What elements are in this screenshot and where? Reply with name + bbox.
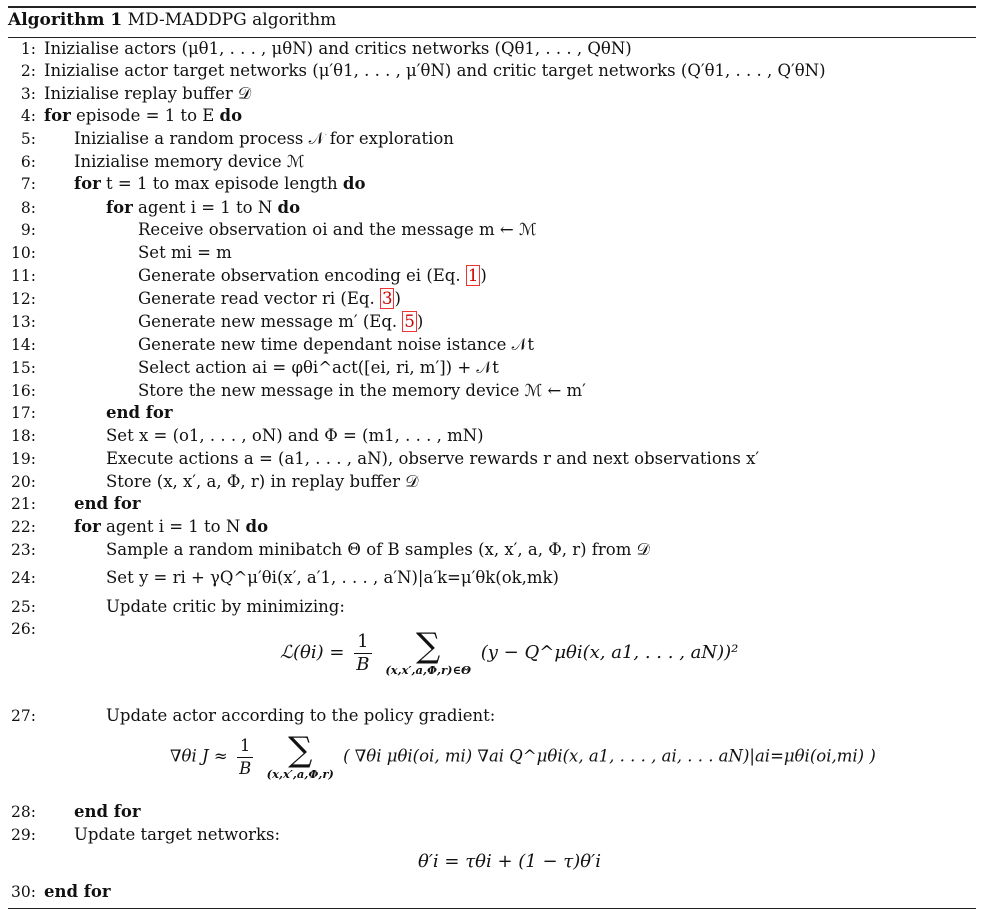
- line-content: agent i = 1 to N: [138, 198, 273, 217]
- line-text: [106, 425, 484, 447]
- line-number: 9:: [20, 221, 36, 239]
- line-text: [44, 83, 251, 105]
- line-content: Inizialise memory device ℳ: [74, 152, 305, 171]
- critic-frac-den: B: [356, 653, 370, 675]
- actor-gradient-lhs: ∇θi J ≈: [170, 746, 228, 766]
- sum-icon: ∑: [416, 626, 441, 666]
- critic-sum: [385, 626, 472, 677]
- algorithm-line: [8, 567, 976, 589]
- line-number: 12:: [11, 290, 36, 308]
- keyword-do: do: [342, 174, 366, 193]
- line-content: Generate new time dependant noise istance 𝒩t: [138, 335, 535, 354]
- equation-reference-link[interactable]: 1: [467, 266, 479, 285]
- line-content: Update actor according to the policy gradient:: [106, 706, 496, 725]
- algorithm-line: [8, 493, 976, 515]
- critic-loss-rhs: (y − Q^μθi(x, a1, . . . , aN))²: [480, 642, 739, 663]
- line-text: [106, 539, 650, 561]
- line-number: 14:: [11, 336, 36, 354]
- line-content: Execute actions a = (a1, . . . , aN), observe rewards r and next observations x′: [106, 449, 760, 468]
- critic-sum-subscript: (x,x′,a,Φ,r)∈Θ: [385, 663, 472, 677]
- line-content: Set x = (o1, . . . , oN) and Φ = (m1, . . . , mN): [106, 426, 484, 445]
- algorithm-line: [8, 516, 976, 538]
- keyword: end for: [74, 802, 141, 821]
- keyword: for: [44, 106, 71, 125]
- line-number: 30:: [11, 883, 36, 901]
- line-content: Update critic by minimizing:: [106, 597, 345, 616]
- algorithm-line: [8, 471, 976, 493]
- algorithm-line: [8, 705, 976, 727]
- line-content: agent i = 1 to N: [106, 517, 241, 536]
- keyword-do: do: [245, 517, 269, 536]
- line-content: Update target networks:: [74, 825, 281, 844]
- line-number: 13:: [11, 313, 36, 331]
- line-number: 8:: [20, 199, 36, 217]
- line-number: 26:: [11, 620, 36, 638]
- line-text: [106, 448, 759, 470]
- algorithm-line: [8, 357, 976, 379]
- equation-reference-link[interactable]: 5: [404, 312, 415, 331]
- keyword: end for: [106, 403, 173, 422]
- critic-frac-num: 1: [354, 631, 371, 654]
- line-number: 27:: [11, 707, 36, 725]
- line-content: Inizialise replay buffer 𝒟: [44, 84, 252, 103]
- line-tail: ): [480, 266, 487, 285]
- actor-gradient-equation: [170, 730, 876, 781]
- algorithm-line: [8, 824, 976, 846]
- line-content: Generate read vector ri (Eq.: [138, 289, 380, 308]
- line-text: [74, 173, 365, 195]
- line-content: Select action ai = φθi^act([ei, ri, m′]) + 𝒩t: [138, 358, 499, 377]
- line-number: 6:: [20, 153, 36, 171]
- line-number: 20:: [11, 473, 36, 491]
- line-text: [44, 881, 111, 903]
- algorithm-line: [8, 448, 976, 470]
- target-update-equation: [418, 851, 601, 872]
- line-number: 5:: [20, 130, 36, 148]
- actor-gradient-rhs: ( ∇θi μθi(oi, mi) ∇ai Q^μθi(x, a1, . . . , ai, . . . aN)|ai=μθi(oi,mi) ): [343, 746, 876, 766]
- line-content: Receive observation oi and the message m ← ℳ: [138, 220, 537, 239]
- sum-icon: ∑: [288, 730, 313, 770]
- line-text: [74, 801, 141, 823]
- actor-frac-den: B: [239, 758, 252, 778]
- line-tail: ): [416, 312, 424, 331]
- algorithm-line: [8, 801, 976, 823]
- algorithm-line: [8, 242, 976, 264]
- line-content: Set y = ri + γQ^μ′θi(x′, a′1, . . . , a′N)|a′k=μ′θk(ok,mk): [106, 568, 559, 587]
- line-content: Generate observation encoding ei (Eq.: [138, 266, 466, 285]
- line-number: 11:: [11, 267, 36, 285]
- algorithm-line: [8, 173, 976, 195]
- line-text: [138, 288, 401, 310]
- line-text: [138, 219, 537, 241]
- algorithm-line: [8, 539, 976, 561]
- actor-sum-subscript: (x,x′,a,Φ,r): [266, 767, 334, 781]
- line-text: [44, 105, 242, 127]
- line-text: [74, 824, 280, 846]
- line-content: Inizialise actors (μθ1, . . . , μθN) and critics networks (Qθ1, . . . , QθN): [44, 39, 632, 58]
- algorithm-line: [8, 38, 976, 60]
- line-text: [74, 128, 454, 150]
- line-number: 10:: [11, 244, 36, 262]
- line-text: [138, 265, 487, 287]
- algorithm-line: [8, 265, 976, 287]
- line-number: 29:: [11, 826, 36, 844]
- line-text: [106, 596, 345, 618]
- line-number: 22:: [11, 518, 36, 536]
- actor-frac-num: 1: [237, 735, 254, 758]
- line-number: 7:: [20, 175, 36, 193]
- line-text: [138, 357, 499, 379]
- algorithm-name: MD-MADDPG algorithm: [127, 10, 337, 30]
- critic-loss-lhs: ℒ(θi) =: [280, 642, 345, 663]
- keyword: for: [106, 198, 133, 217]
- line-number: 15:: [11, 359, 36, 377]
- line-content: t = 1 to max episode length: [106, 174, 338, 193]
- line-number: 25:: [11, 598, 36, 616]
- algorithm-line: [8, 334, 976, 356]
- algorithm-line: [8, 596, 976, 618]
- line-number: 16:: [11, 382, 36, 400]
- line-text: [138, 242, 232, 264]
- line-content: Sample a random minibatch Θ of B samples (x, x′, a, Φ, r) from 𝒟: [106, 540, 650, 559]
- line-number: 23:: [11, 541, 36, 559]
- algorithm-line: [8, 151, 976, 173]
- line-number: 19:: [11, 450, 36, 468]
- algorithm-line: [8, 128, 976, 150]
- line-number: 28:: [11, 803, 36, 821]
- algorithm-line: [8, 288, 976, 310]
- algorithm-line: [8, 881, 976, 903]
- keyword: end for: [44, 882, 111, 901]
- line-number: 3:: [20, 85, 36, 103]
- line-number: 17:: [11, 404, 36, 422]
- bottom-rule: [8, 908, 976, 909]
- line-text: [44, 38, 632, 60]
- line-content: Inizialise a random process 𝒩 for exploration: [74, 129, 454, 148]
- target-update-formula: θ′i = τθi + (1 − τ)θ′i: [418, 851, 601, 872]
- line-content: Generate new message m′ (Eq.: [138, 312, 403, 331]
- line-text: [106, 197, 300, 219]
- actor-sum: [266, 730, 334, 781]
- algorithm-line: [8, 197, 976, 219]
- line-content: Set mi = m: [138, 243, 232, 262]
- algorithm-line: [8, 311, 976, 333]
- keyword: for: [74, 517, 101, 536]
- keyword: for: [74, 174, 101, 193]
- keyword: end for: [74, 494, 141, 513]
- actor-fraction: [237, 735, 254, 780]
- critic-loss-equation: [280, 626, 739, 677]
- line-tail: ): [394, 289, 401, 308]
- line-content: Store (x, x′, a, Φ, r) in replay buffer 𝒟: [106, 472, 419, 491]
- line-content: episode = 1 to E: [76, 106, 215, 125]
- line-content: Inizialise actor target networks (μ′θ1, . . . , μ′θN) and critic target networks (Q′θ1, . . . , Q′θN): [44, 61, 826, 80]
- line-number: 1:: [20, 40, 36, 58]
- line-content: Store the new message in the memory device ℳ ← m′: [138, 381, 586, 400]
- line-number: 18:: [11, 427, 36, 445]
- line-text: [44, 60, 826, 82]
- line-number: 2:: [20, 62, 36, 80]
- line-text: [106, 567, 559, 589]
- equation-reference-link[interactable]: 3: [381, 289, 393, 308]
- line-number: 24:: [11, 569, 36, 587]
- line-text: [74, 151, 305, 173]
- algorithm-line: [8, 83, 976, 105]
- line-number: 4:: [20, 107, 36, 125]
- line-text: [138, 334, 534, 356]
- algorithm-line: [8, 105, 976, 127]
- line-text: [74, 493, 141, 515]
- line-text: [106, 402, 173, 424]
- line-text: [106, 471, 418, 493]
- critic-fraction: [354, 631, 371, 676]
- keyword-do: do: [277, 198, 301, 217]
- algorithm-line: [8, 60, 976, 82]
- algorithm-label: Algorithm 1: [8, 10, 123, 30]
- line-text: [106, 705, 495, 727]
- algorithm-line: [8, 425, 976, 447]
- algorithm-title: [8, 10, 336, 30]
- line-text: [74, 516, 268, 538]
- line-text: [138, 380, 586, 402]
- line-number: 21:: [11, 495, 36, 513]
- keyword-do: do: [219, 106, 243, 125]
- algorithm-line: [8, 380, 976, 402]
- algorithm-line: [8, 402, 976, 424]
- line-text: [138, 311, 423, 333]
- algorithm-line: [8, 219, 976, 241]
- top-rule: [8, 6, 976, 8]
